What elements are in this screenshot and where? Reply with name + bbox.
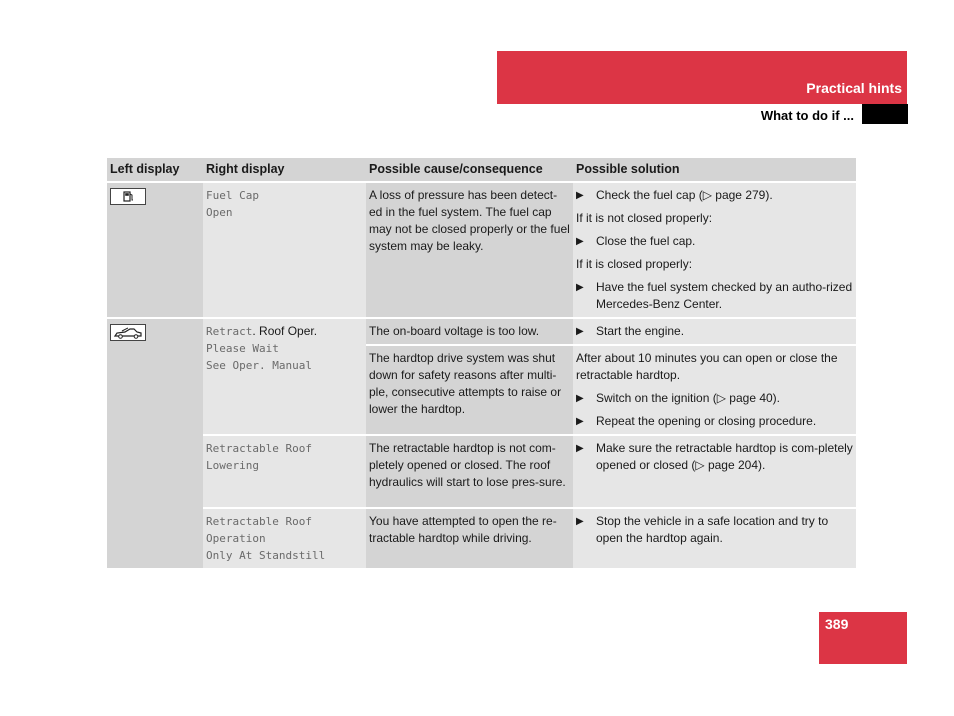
bullet-arrow-icon: ▶ [576, 416, 584, 427]
solution-step [576, 413, 853, 430]
solution-step [576, 233, 853, 250]
solution-step-text: Switch on the ignition (▷ page 40). [596, 391, 781, 405]
solution-note: After about 10 minutes you can open or close the retractable hardtop. [576, 351, 838, 382]
solution-step-text: Repeat the opening or closing procedure. [596, 414, 817, 428]
right-display-cell [203, 318, 366, 435]
solution-step-text: Start the engine. [596, 324, 685, 338]
bullet-arrow-icon: ▶ [576, 443, 584, 454]
solution-step [576, 390, 853, 407]
right-display-line: Fuel Cap [206, 189, 259, 202]
page-number-badge [819, 612, 907, 664]
right-display-prefix: Retract [206, 325, 253, 338]
page-number: 389 [825, 616, 849, 632]
right-display-line: Open [206, 206, 233, 219]
solution-step [576, 513, 853, 547]
table-row [107, 182, 856, 318]
table-row [107, 435, 856, 508]
solution-step-text: Stop the vehicle in a safe location and try to open the hardtop again. [596, 514, 829, 545]
right-display-line [206, 323, 363, 340]
convertible-car-icon [110, 324, 146, 341]
table-header-row [107, 158, 856, 182]
subsection-title: What to do if ... [760, 108, 854, 123]
cause-cell: The on-board voltage is too low. [366, 318, 573, 345]
table-row [107, 318, 856, 345]
right-display-line: Lowering [206, 459, 259, 472]
header-left-display: Left display [107, 158, 203, 182]
solution-step-text: Close the fuel cap. [596, 234, 696, 248]
right-display-line: Please Wait [206, 342, 279, 355]
solution-step-text: Have the fuel system checked by an autho-rized Mercedes-Benz Center. [596, 280, 853, 311]
right-display-cell [203, 508, 366, 569]
header-right-display: Right display [203, 158, 366, 182]
solution-step-text: Make sure the retractable hardtop is com-pletely opened or closed (▷ page 204). [596, 441, 853, 472]
cause-cell: You have attempted to open the re-tractable hardtop while driving. [366, 508, 573, 569]
right-display-line: Retractable Roof [206, 515, 312, 528]
right-display-suffix: . Roof Oper. [252, 324, 318, 338]
cause-cell: The hardtop drive system was shut down for safety reasons after multi-ple, consecutive attempts to raise or lower the hardtop. [366, 345, 573, 435]
solution-cell [573, 345, 856, 435]
header-band [497, 51, 907, 104]
right-display-cell [203, 435, 366, 508]
subsection-marker [862, 104, 908, 124]
bullet-arrow-icon: ▶ [576, 393, 584, 404]
solution-cell [573, 318, 856, 345]
bullet-arrow-icon: ▶ [576, 326, 584, 337]
right-display-line: Retractable Roof [206, 442, 312, 455]
fuel-pump-icon [110, 188, 146, 205]
solution-step-text: Check the fuel cap (▷ page 279). [596, 188, 773, 202]
solution-cell [573, 508, 856, 569]
solution-cell [573, 435, 856, 508]
right-display-line: Only At Standstill [206, 549, 326, 562]
bullet-arrow-icon: ▶ [576, 516, 584, 527]
table-row [107, 508, 856, 569]
display-messages-table [107, 158, 856, 570]
solution-step [576, 323, 853, 340]
solution-step [576, 187, 853, 204]
right-display-line: See Oper. Manual [206, 359, 312, 372]
cause-cell: The retractable hardtop is not com-pletely opened or closed. The roof hydraulics will start to lose pres-sure. [366, 435, 573, 508]
bullet-arrow-icon: ▶ [576, 236, 584, 247]
bullet-arrow-icon: ▶ [576, 190, 584, 201]
header-solution: Possible solution [573, 158, 856, 182]
right-display-cell [203, 182, 366, 318]
solution-note: If it is not closed properly: [576, 211, 713, 225]
bullet-arrow-icon: ▶ [576, 282, 584, 293]
left-display-cell [107, 182, 203, 318]
header-cause: Possible cause/consequence [366, 158, 573, 182]
solution-note: If it is closed properly: [576, 257, 693, 271]
left-display-cell [107, 318, 203, 569]
solution-step [576, 279, 853, 313]
cause-cell: A loss of pressure has been detect-ed in the fuel system. The fuel cap may not be closed properly or the fuel system may be leaky. [366, 182, 573, 318]
solution-cell [573, 182, 856, 318]
solution-step [576, 440, 853, 474]
section-title: Practical hints [806, 80, 902, 96]
right-display-line: Operation [206, 532, 266, 545]
